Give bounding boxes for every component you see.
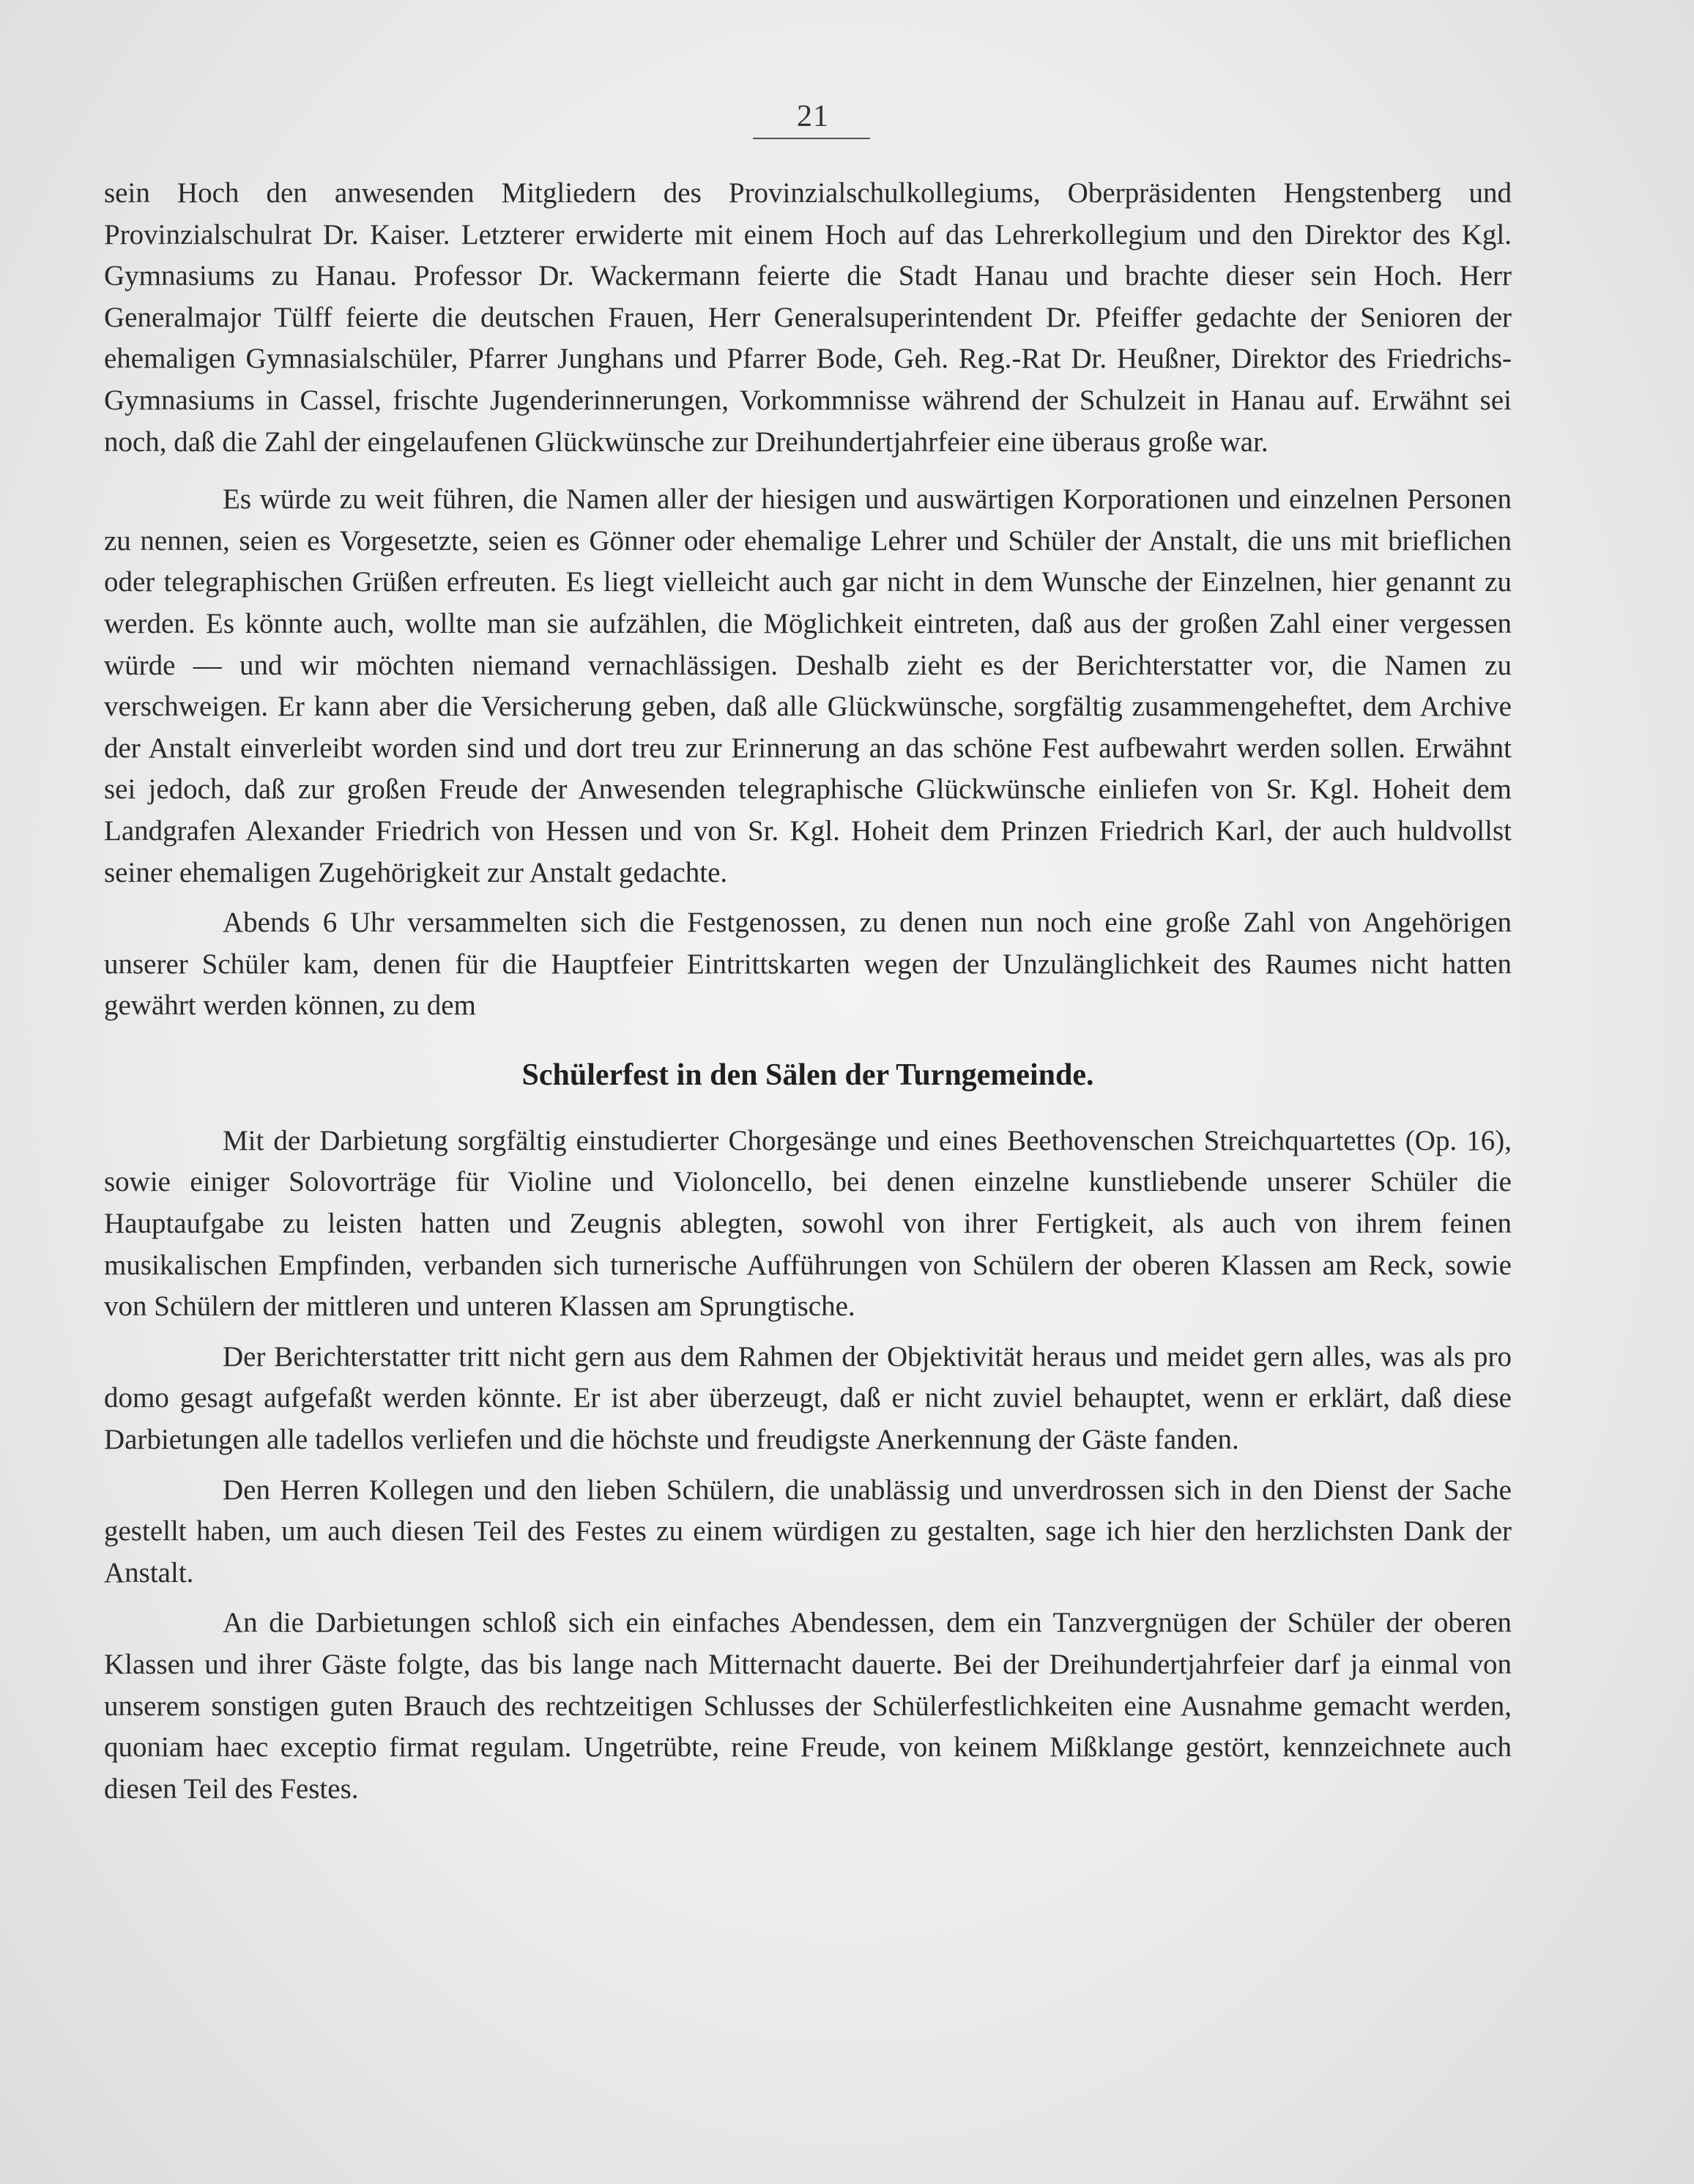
paragraph-reporter-remarks: Der Berichterstatter tritt nicht gern aus dem Rahmen der Objektivität heraus und meidet gern alles, was als pro domo gesagt aufgefaßt werden könnte. Er ist aber überzeugt, daß er nicht zuviel behauptet, wenn er erklärt, daß diese Darbietungen alle tadellos verliefen und die höchste und freudigste Anerkennung der Gäste fanden. <box>104 1340 1512 1456</box>
paragraph-performances: Mit der Darbietung sorgfältig einstudierter Chorgesänge und eines Beethovenschen Streichquartettes (Op. 16), sowie einiger Solovorträge für Violine und Violoncello, bei denen einzelne kunstliebende unserer Schüler die Hauptaufgabe zu leisten hatten und Zeugnis ablegten, sowohl von ihrer Fertigkeit, als auch von ihrem feinen musikalischen Empfinden, verbanden sich turnerische Aufführungen von Schülern der oberen Klassen am Reck, sowie von Schülern der mittleren und unteren Klassen am Sprungtische. <box>104 1124 1512 1323</box>
page-number-rule <box>753 138 870 139</box>
paragraph-evening-gathering: Abends 6 Uhr versammelten sich die Festgenossen, zu denen nun noch eine große Zahl von Angehörigen unserer Schüler kam, denen für die Hauptfeier Eintrittskarten wegen der Unzulänglichkeit des Raumes nicht hatten gewährt werden können, zu dem <box>104 907 1512 1022</box>
paragraph-dinner-dance: An die Darbietungen schloß sich ein einfaches Abendessen, dem ein Tanzvergnügen der Schüler der oberen Klassen und ihrer Gäste folgte, das bis lange nach Mitternacht dauerte. Bei der Dreihundertjahrfeier darf ja einmal von unserem sonstigen guten Brauch des rechtzeitigen Schlusses der Schülerfestlichkeiten eine Ausnahme gemacht werden, quoniam haec exceptio firmat regulam. Ungetrübte, reine Freude, von keinem Mißklange gestört, kennzeichnete auch diesen Teil des Festes. <box>104 1607 1512 1805</box>
page-number: 21 <box>797 100 829 133</box>
paragraph-greetings: Es würde zu weit führen, die Namen aller der hiesigen und auswärtigen Korporationen und einzelnen Personen zu nennen, seien es Vorgesetzte, seien es Gönner oder ehemalige Lehrer und Schüler der Anstalt, die uns mit brieflichen oder telegraphischen Grüßen erfreuten. Es liegt vielleicht auch gar nicht in dem Wunsche der Einzelnen, hier genannt zu werden. Es könnte auch, wollte man sie aufzählen, die Möglichkeit eintreten, daß aus der großen Zahl einer vergessen würde — und wir möchten niemand vernachlässigen. Deshalb zieht es der Berichterstatter vor, die Namen zu verschweigen. Er kann aber die Versicherung geben, daß alle Glückwünsche, sorgfältig zusammengeheftet, dem Archive der Anstalt einverleibt worden sind und dort treu zur Erinnerung an das schöne Fest aufbewahrt werden sollen. Erwähnt sei jedoch, daß zur großen Freude der Anwesenden telegraphische Glückwünsche einliefen von Sr. Kgl. Hoheit dem Landgrafen Alexander Friedrich von Hessen und von Sr. Kgl. Hoheit dem Prinzen Friedrich Karl, der auch huldvollst seiner ehemaligen Zugehörigkeit zur Anstalt gedachte. <box>104 483 1512 888</box>
paragraph-toasts: sein Hoch den anwesenden Mitgliedern des Provinzialschulkollegiums, Oberpräsidenten Hengstenberg und Provinzialschulrat Dr. Kaiser. Letzterer erwiderte mit einem Hoch auf das Lehrerkollegium und den Direktor des Kgl. Gymnasiums zu Hanau. Professor Dr. Wackermann feierte die Stadt Hanau und brachte dieser sein Hoch. Herr Generalmajor Tülff feierte die deutschen Frauen, Herr Generalsuperintendent Dr. Pfeiffer gedachte der Senioren der ehemaligen Gymnasialschüler, Pfarrer Junghans und Pfarrer Bode, Geh. Reg.-Rat Dr. Heußner, Direktor des Friedrichs-Gymnasiums in Cassel, frischte Jugenderinnerungen, Vorkommnisse während der Schulzeit in Hanau auf. Erwähnt sei noch, daß die Zahl der eingelaufenen Glückwünsche zur Dreihundertjahrfeier eine überaus große war. <box>104 177 1512 458</box>
paragraph-thanks: Den Herren Kollegen und den lieben Schülern, die unablässig und unverdrossen sich in den Dienst der Sache gestellt haben, um auch diesen Teil des Festes zu einem würdigen zu gestalten, sage ich hier den herzlichsten Dank der Anstalt. <box>104 1474 1512 1589</box>
section-heading: Schülerfest in den Sälen der Turngemeinde. <box>521 1058 1094 1092</box>
body-text <box>104 173 1512 1810</box>
